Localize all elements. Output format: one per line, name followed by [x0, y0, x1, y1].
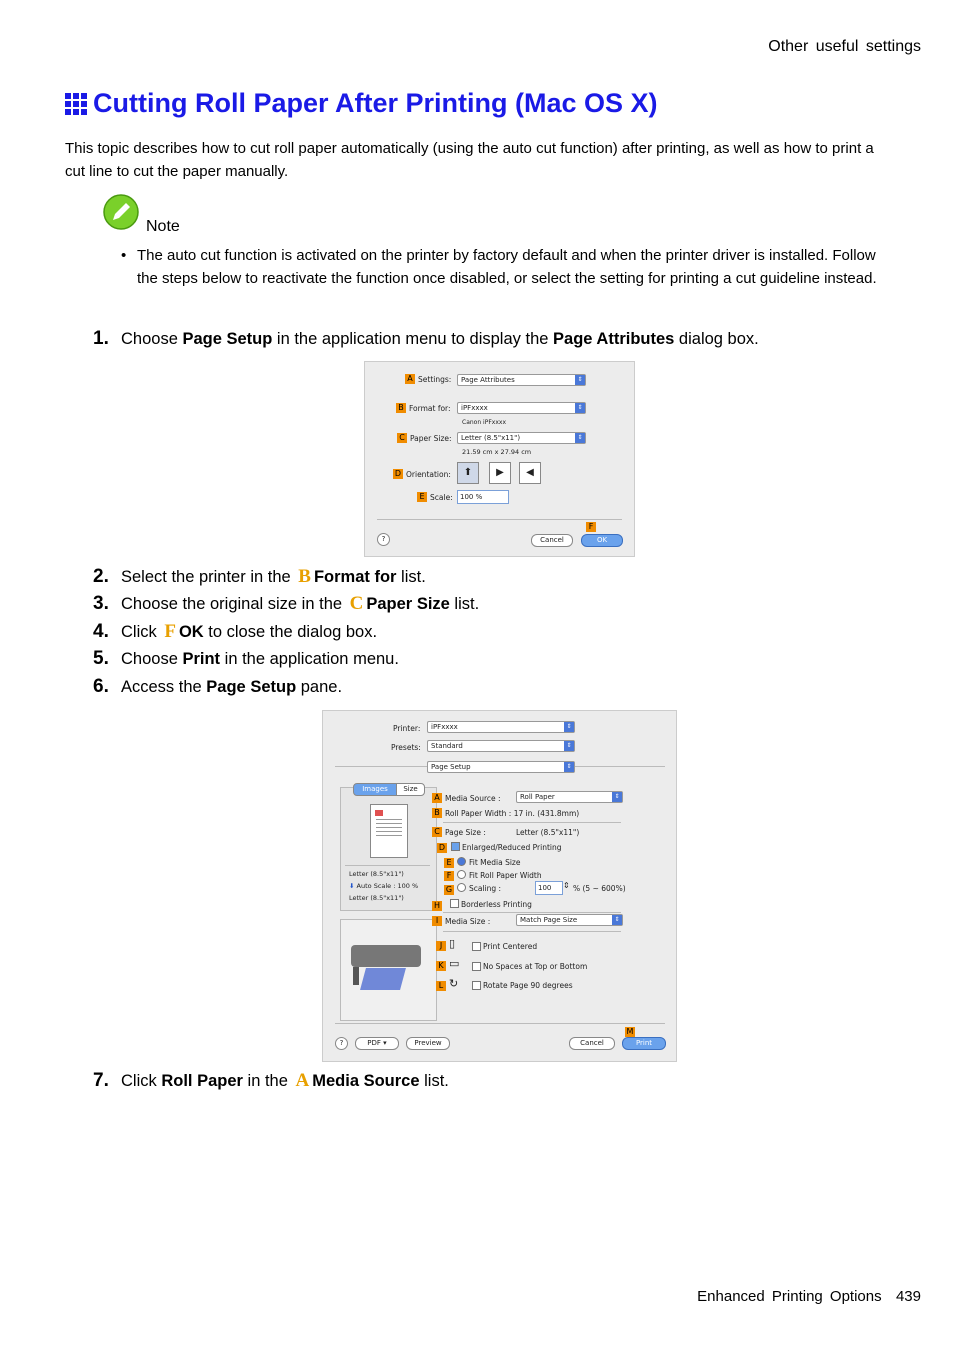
paper-size-value: Letter (8.5"x11")	[461, 434, 521, 442]
popup-arrow-icon: ⇕	[575, 375, 585, 385]
intro-paragraph: This topic describes how to cut roll paper automatically (using the auto cut function) after printing, as well as how to print a cut line to cut the paper manually.	[65, 140, 874, 180]
step-5	[93, 648, 399, 670]
settings-popup[interactable]	[457, 374, 586, 386]
preview-line: Auto Scale : 100 %	[356, 882, 419, 890]
preview-line: Letter (8.5"x11")	[349, 894, 404, 902]
pane-value: Page Setup	[431, 763, 471, 771]
popup-arrow-icon: ⇕	[564, 762, 574, 772]
borderless-label: Borderless Printing	[461, 900, 532, 909]
media-source-label: Media Source :	[445, 794, 501, 803]
step-text: dialog box.	[674, 330, 759, 348]
pane-popup[interactable]	[427, 761, 575, 773]
step-text: Choose	[121, 330, 183, 348]
step-bold: Page Attributes	[553, 330, 675, 348]
presets-value: Standard	[431, 742, 463, 750]
landscape-left-button[interactable]: ▶	[489, 462, 511, 484]
popup-arrow-icon: ⇕	[575, 433, 585, 443]
scale-label: Scale:	[430, 493, 453, 502]
step-bold: Format for	[313, 568, 397, 586]
format-value: iPFxxxx	[461, 404, 488, 412]
paper-size-label: Paper Size:	[410, 434, 452, 443]
step-7	[93, 1070, 449, 1092]
callout-h: H	[433, 901, 440, 910]
media-size-label: Media Size :	[445, 917, 491, 926]
step-2	[93, 566, 426, 588]
format-sub: Canon iPFxxxx	[462, 419, 506, 426]
print-centered-checkbox[interactable]	[472, 942, 481, 951]
divider	[377, 519, 622, 520]
step-bold: Paper Size	[366, 595, 450, 613]
scaling-range: % (5 ~ 600%)	[573, 884, 626, 893]
step-bold: Media Source	[312, 1072, 420, 1090]
fit-media-radio[interactable]	[457, 857, 466, 866]
note-body: The auto cut function is activated on the printer by factory default and when the printer driver is installed. Follow the steps below to reactivate the function once disabled, or select the setting for printing a cut guideline instead.	[137, 247, 877, 287]
page-thumbnail	[370, 804, 408, 858]
callout-b: B	[396, 403, 406, 413]
step-text: list.	[419, 1072, 449, 1090]
step-text: Choose the original size in the	[121, 595, 347, 613]
callout-a: A	[432, 793, 442, 803]
paper-size-sub: 21.59 cm x 27.94 cm	[462, 448, 532, 456]
callout-letter: F	[164, 621, 176, 642]
popup-arrow-icon: ⇕	[612, 915, 622, 925]
divider	[443, 912, 621, 913]
popup-arrow-icon: ⇕	[575, 403, 585, 413]
callout-f: F	[444, 871, 454, 881]
page-title	[65, 88, 658, 119]
cancel-button[interactable]: Cancel	[531, 534, 573, 547]
step-text: pane.	[296, 678, 343, 696]
printer-value: iPFxxxx	[431, 723, 458, 731]
media-size-value: Match Page Size	[520, 916, 578, 924]
presets-label: Presets:	[391, 743, 421, 752]
scaling-input[interactable]: 100	[535, 881, 563, 895]
callout-letter: A	[295, 1070, 310, 1091]
paper-size-popup[interactable]	[457, 432, 586, 444]
step-number: 7.	[93, 1070, 109, 1091]
print-button[interactable]: Print	[622, 1037, 666, 1050]
landscape-right-button[interactable]: ◀	[519, 462, 541, 484]
media-source-value: Roll Paper	[520, 793, 555, 801]
portrait-button[interactable]: ⬆	[457, 462, 479, 484]
step-text: list.	[396, 568, 426, 586]
step-text: Click	[121, 1072, 162, 1090]
divider	[443, 931, 621, 932]
pencil-note-icon	[101, 194, 141, 230]
callout-a: A	[405, 374, 415, 384]
step-bold: Page Setup	[206, 678, 297, 696]
enlarged-checkbox[interactable]	[451, 842, 460, 851]
no-spaces-label: No Spaces at Top or Bottom	[483, 962, 588, 971]
orientation-label: Orientation:	[406, 470, 451, 479]
borderless-checkbox[interactable]	[450, 899, 459, 908]
media-source-popup[interactable]	[516, 791, 623, 803]
step-bold: Page Setup	[182, 330, 273, 348]
fit-media-label: Fit Media Size	[469, 858, 521, 867]
step-text: in the	[242, 1072, 293, 1090]
no-spaces-checkbox[interactable]	[472, 962, 481, 971]
page-footer	[697, 1288, 921, 1305]
divider	[345, 865, 430, 866]
note-bullet: •	[121, 247, 127, 264]
callout-f: F	[586, 522, 596, 532]
step-number: 3.	[93, 593, 109, 614]
tab-size[interactable]: Size	[396, 783, 425, 796]
step-text: in the application menu.	[220, 650, 399, 668]
divider	[335, 1023, 665, 1024]
callout-j: J	[436, 941, 446, 951]
popup-arrow-icon: ⇕	[612, 792, 622, 802]
step-1	[93, 328, 759, 350]
callout-k: K	[436, 961, 446, 971]
callout-c: C	[397, 433, 407, 443]
step-text: Choose	[121, 650, 183, 668]
callout-g: G	[445, 885, 453, 894]
help-icon[interactable]: ?	[377, 533, 390, 546]
fit-roll-label: Fit Roll Paper Width	[469, 871, 542, 880]
step-number: 6.	[93, 676, 109, 697]
callout-c: C	[432, 827, 442, 837]
callout-b: B	[432, 808, 442, 818]
settings-label: Settings:	[418, 375, 452, 384]
step-4	[93, 621, 377, 643]
callout-e: E	[444, 858, 454, 868]
format-label: Format for:	[409, 404, 451, 413]
help-icon[interactable]: ?	[335, 1037, 348, 1050]
step-text: Click	[121, 623, 162, 641]
page-title-text: Cutting Roll Paper After Printing (Mac OS X)	[93, 88, 658, 118]
printer-popup[interactable]	[427, 721, 575, 733]
scale-input[interactable]: 100 %	[457, 490, 509, 504]
stepper-icon[interactable]: ⇕	[563, 881, 570, 890]
step-3	[93, 593, 479, 615]
scaling-label: Scaling :	[469, 884, 502, 893]
grid-icon	[65, 93, 87, 115]
step-text: list.	[449, 595, 480, 613]
note-text	[121, 244, 891, 290]
callout-letter: C	[349, 593, 364, 614]
preview-button[interactable]: Preview	[406, 1037, 450, 1050]
step-text: to close the dialog box.	[203, 623, 378, 641]
note-label: Note	[146, 218, 180, 235]
callout-e: E	[417, 492, 427, 502]
step-bold: Roll Paper	[161, 1072, 243, 1090]
callout-i: I	[432, 916, 442, 926]
step-number: 5.	[93, 648, 109, 669]
page-size-value: Letter (8.5"x11")	[516, 828, 580, 837]
format-for-popup[interactable]	[457, 402, 586, 414]
callout-d: D	[438, 843, 446, 852]
step-number: 1.	[93, 328, 109, 349]
callout-l: L	[436, 981, 446, 991]
no-spaces-icon: ▭	[449, 957, 460, 970]
print-centered-label: Print Centered	[483, 942, 538, 951]
enlarged-label: Enlarged/Reduced Printing	[462, 843, 562, 852]
footer-title: Enhanced Printing Options	[697, 1288, 882, 1305]
callout-m: M	[626, 1027, 634, 1036]
printer-illustration	[340, 919, 437, 1021]
rotate-icon: ↻	[449, 977, 459, 990]
page-attributes-dialog	[364, 361, 635, 557]
popup-arrow-icon: ⇕	[564, 722, 574, 732]
roll-paper-width: Roll Paper Width : 17 in. (431.8mm)	[445, 809, 580, 818]
preview-line-scale	[349, 882, 418, 890]
down-arrow-icon: ⬇	[349, 882, 355, 890]
media-size-popup[interactable]	[516, 914, 623, 926]
callout-d: D	[394, 469, 402, 478]
printer-label: Printer:	[393, 724, 421, 733]
step-number: 2.	[93, 566, 109, 587]
tab-images[interactable]: Images	[353, 783, 397, 796]
ok-button[interactable]: OK	[581, 534, 623, 547]
step-text: Access the	[121, 678, 207, 696]
print-centered-icon: ▯	[449, 937, 456, 950]
presets-popup[interactable]	[427, 740, 575, 752]
step-text: Select the printer in the	[121, 568, 296, 586]
cancel-button[interactable]: Cancel	[569, 1037, 615, 1050]
page-size-label: Page Size :	[445, 828, 486, 837]
step-bold: OK	[178, 623, 204, 641]
rotate-checkbox[interactable]	[472, 981, 481, 990]
settings-value: Page Attributes	[461, 376, 515, 384]
step-6	[93, 676, 342, 698]
running-header: Other useful settings	[768, 38, 921, 55]
rotate-label: Rotate Page 90 degrees	[483, 981, 573, 990]
fit-roll-radio[interactable]	[457, 870, 466, 879]
callout-letter: B	[298, 566, 311, 587]
page-number: 439	[895, 1288, 921, 1305]
preview-line: Letter (8.5"x11")	[349, 870, 404, 878]
step-bold: Print	[182, 650, 221, 668]
scaling-radio[interactable]	[457, 883, 466, 892]
step-number: 4.	[93, 621, 109, 642]
divider	[443, 822, 621, 823]
print-dialog	[322, 710, 677, 1062]
step-text: in the application menu to display the	[272, 330, 554, 348]
pdf-button[interactable]: PDF ▾	[355, 1037, 399, 1050]
popup-arrow-icon: ⇕	[564, 741, 574, 751]
